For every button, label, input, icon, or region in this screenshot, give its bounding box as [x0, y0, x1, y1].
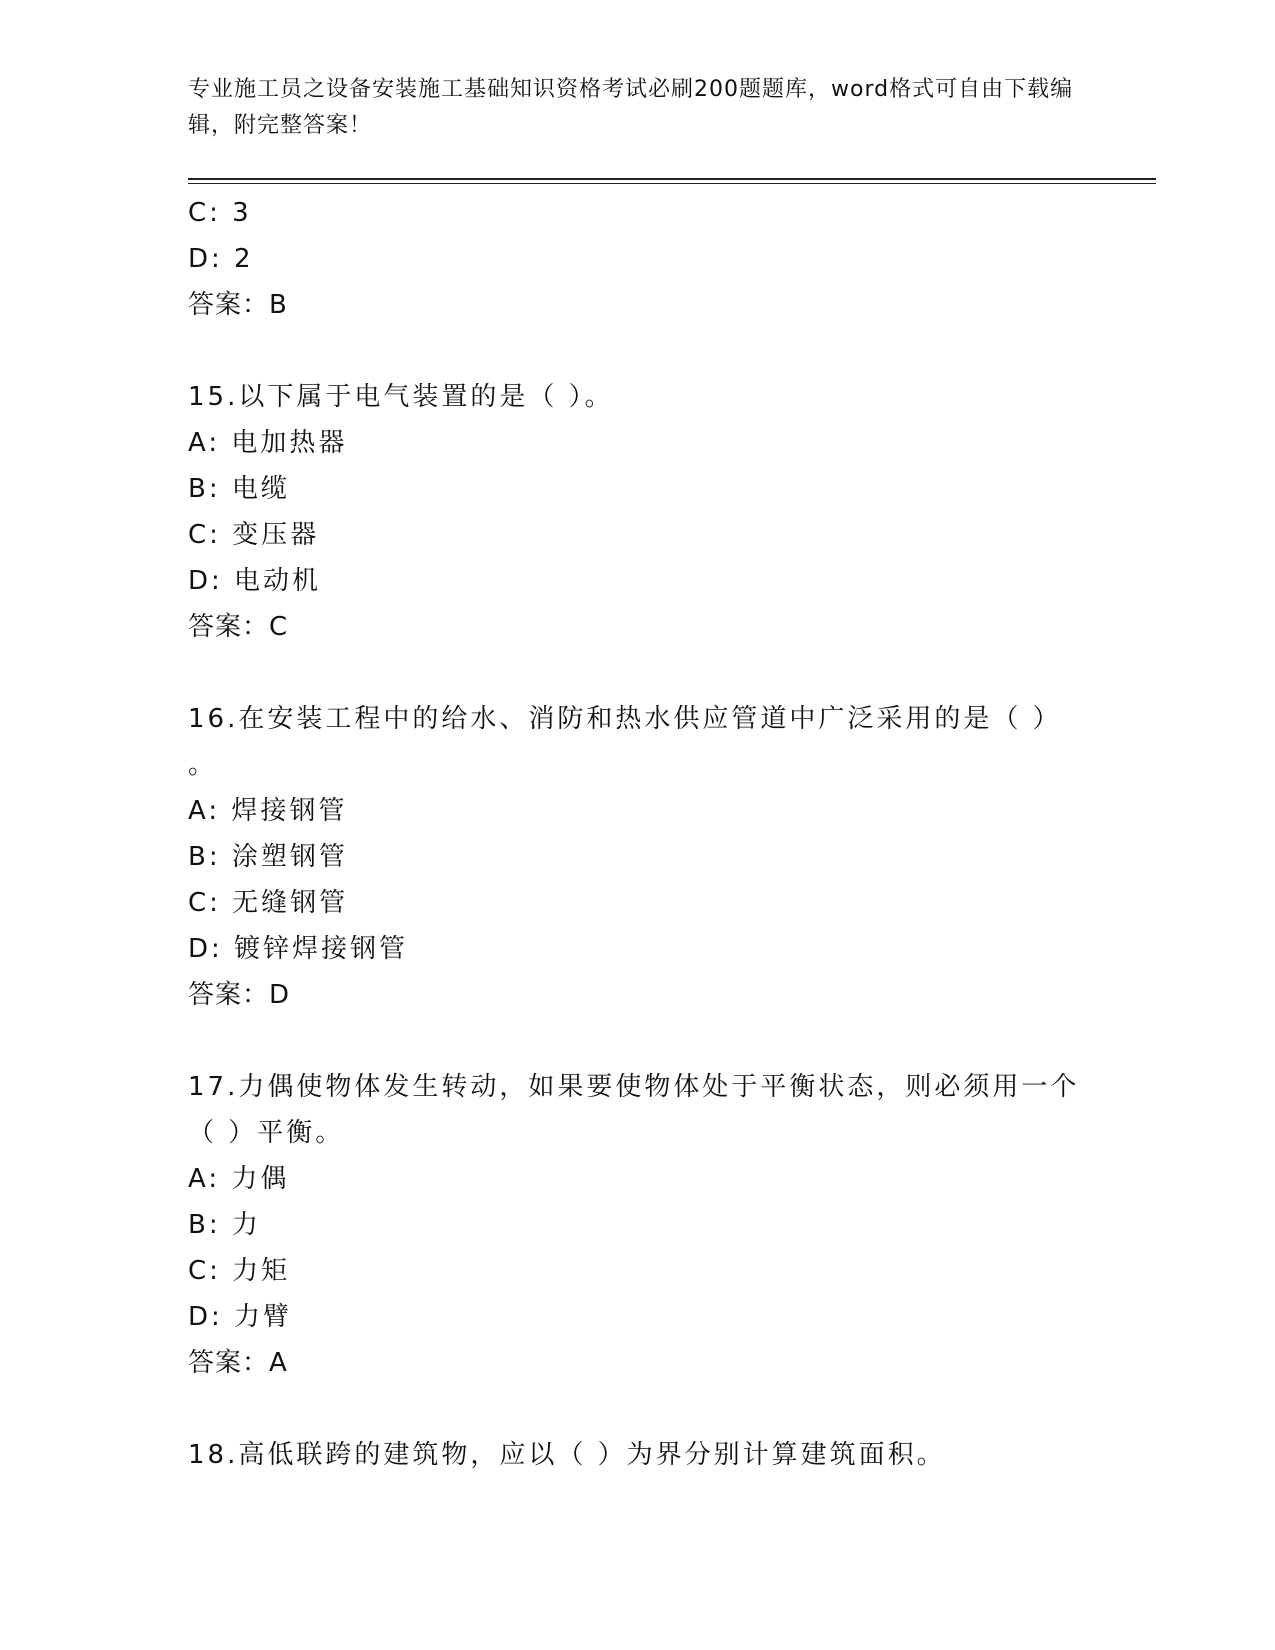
- question-15: [188, 374, 1088, 650]
- spacer: [188, 328, 1088, 374]
- question-stem: 17.力偶使物体发生转动，如果要使物体处于平衡状态，则必须用一个: [188, 1072, 1080, 1102]
- question-list: [188, 190, 1088, 1478]
- question-stem-continuation: 。: [188, 750, 218, 780]
- answer-line: 答案：D: [188, 980, 291, 1010]
- option-b: B: 涂塑钢管: [188, 842, 348, 872]
- option-c: C: 力矩: [188, 1256, 291, 1286]
- option-d: D: 2: [188, 244, 254, 274]
- header-divider: [188, 178, 1156, 184]
- option-d: D: 镀锌焊接钢管: [188, 934, 409, 964]
- spacer: [188, 650, 1088, 696]
- option-d: D: 力臂: [188, 1302, 293, 1332]
- question-stem: 18.高低联跨的建筑物，应以（ ）为界分别计算建筑面积。: [188, 1440, 946, 1470]
- option-a: A: 电加热器: [188, 428, 348, 458]
- spacer: [188, 1018, 1088, 1064]
- option-d: D: 电动机: [188, 566, 322, 596]
- question-stem: 15.以下属于电气装置的是（ ）。: [188, 382, 614, 412]
- question-16: [188, 696, 1088, 1018]
- option-c: C: 无缝钢管: [188, 888, 349, 918]
- option-a: A: 力偶: [188, 1164, 290, 1194]
- option-b: B: 电缆: [188, 474, 290, 504]
- option-a: A: 焊接钢管: [188, 796, 348, 826]
- question-stem: 16.在安装工程中的给水、消防和热水供应管道中广泛采用的是（ ）: [188, 704, 1062, 734]
- option-b: B: 力: [188, 1210, 261, 1240]
- document-header: [188, 72, 1088, 144]
- question-14-tail: [188, 190, 1088, 328]
- answer-line: 答案：B: [188, 290, 288, 320]
- option-c: C: 3: [188, 198, 252, 228]
- question-stem-continuation: （ ）平衡。: [188, 1118, 345, 1148]
- spacer: [188, 1386, 1088, 1432]
- question-17: [188, 1064, 1088, 1386]
- answer-line: 答案：A: [188, 1348, 288, 1378]
- option-c: C: 变压器: [188, 520, 320, 550]
- document-title: 专业施工员之设备安装施工基础知识资格考试必刷200题题库，word格式可自由下载编辑，附完整答案！: [188, 77, 1074, 138]
- question-18: [188, 1432, 1088, 1478]
- answer-line: 答案：C: [188, 612, 289, 642]
